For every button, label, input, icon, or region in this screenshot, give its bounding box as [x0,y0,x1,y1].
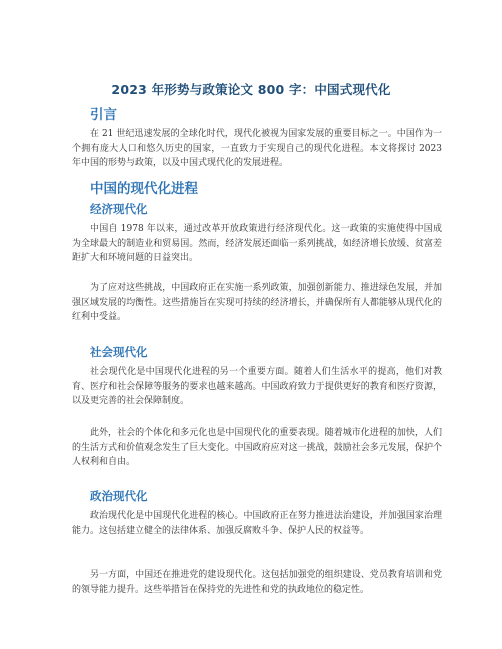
economic-paragraph-2: 为了应对这些挑战，中国政府正在实施一系列政策，加强创新能力、推进绿色发展，并加强区域发展的均衡性。这些措施旨在实现可持续的经济增长，并确保所有人都能够从现代化的红利中受益。 [72,283,442,322]
heading-modernization: 中国的现代化进程 [90,181,198,197]
heading-intro: 引言 [90,107,117,123]
social-paragraph-1: 社会现代化是中国现代化进程的另一个重要方面。随着人们生活水平的提高，他们对教育、医疗和社会保障等服务的要求也越来越高。中国政府致力于提供更好的教育和医疗资源，以及更完善的社会保障制度。 [72,367,442,406]
political-paragraph-2: 另一方面，中国还在推进党的建设现代化。这包括加强党的组织建设、党员教育培训和党的领导能力提升。这些举措旨在保持党的先进性和党的执政地位的稳定性。 [72,570,442,595]
economic-paragraph-1: 中国自 1978 年以来，通过改革开放政策进行经济现代化。这一政策的实施使得中国成为全球最大的制造业和贸易国。然而，经济发展还面临一系列挑战，如经济增长放缓、贫富差距扩大和环境问题的日益突出。 [72,224,442,263]
heading-political: 政治现代化 [90,489,148,503]
political-paragraph-1: 政治现代化是中国现代化进程的核心。中国政府正在努力推进法治建设，并加强国家治理能力。这包括建立健全的法律体系、加强反腐败斗争、保护人民的权益等。 [72,511,442,536]
heading-social: 社会现代化 [90,345,148,359]
document-title: 2023 年形势与政策论文 800 字：中国式现代化 [111,82,391,97]
social-paragraph-2: 此外，社会的个体化和多元化也是中国现代化的重要表现。随着城市化进程的加快，人们的生活方式和价值观念发生了巨大变化。中国政府应对这一挑战，鼓励社会多元发展，保护个人权利和自由。 [72,428,442,467]
intro-paragraph: 在 21 世纪迅速发展的全球化时代，现代化被视为国家发展的重要目标之一。中国作为一个拥有庞大人口和悠久历史的国家，一直致力于实现自己的现代化进程。本文将探讨 2023 年中国的形势与政策，以及中国式现代化的发展进程。 [72,129,442,168]
heading-economic: 经济现代化 [90,202,148,216]
